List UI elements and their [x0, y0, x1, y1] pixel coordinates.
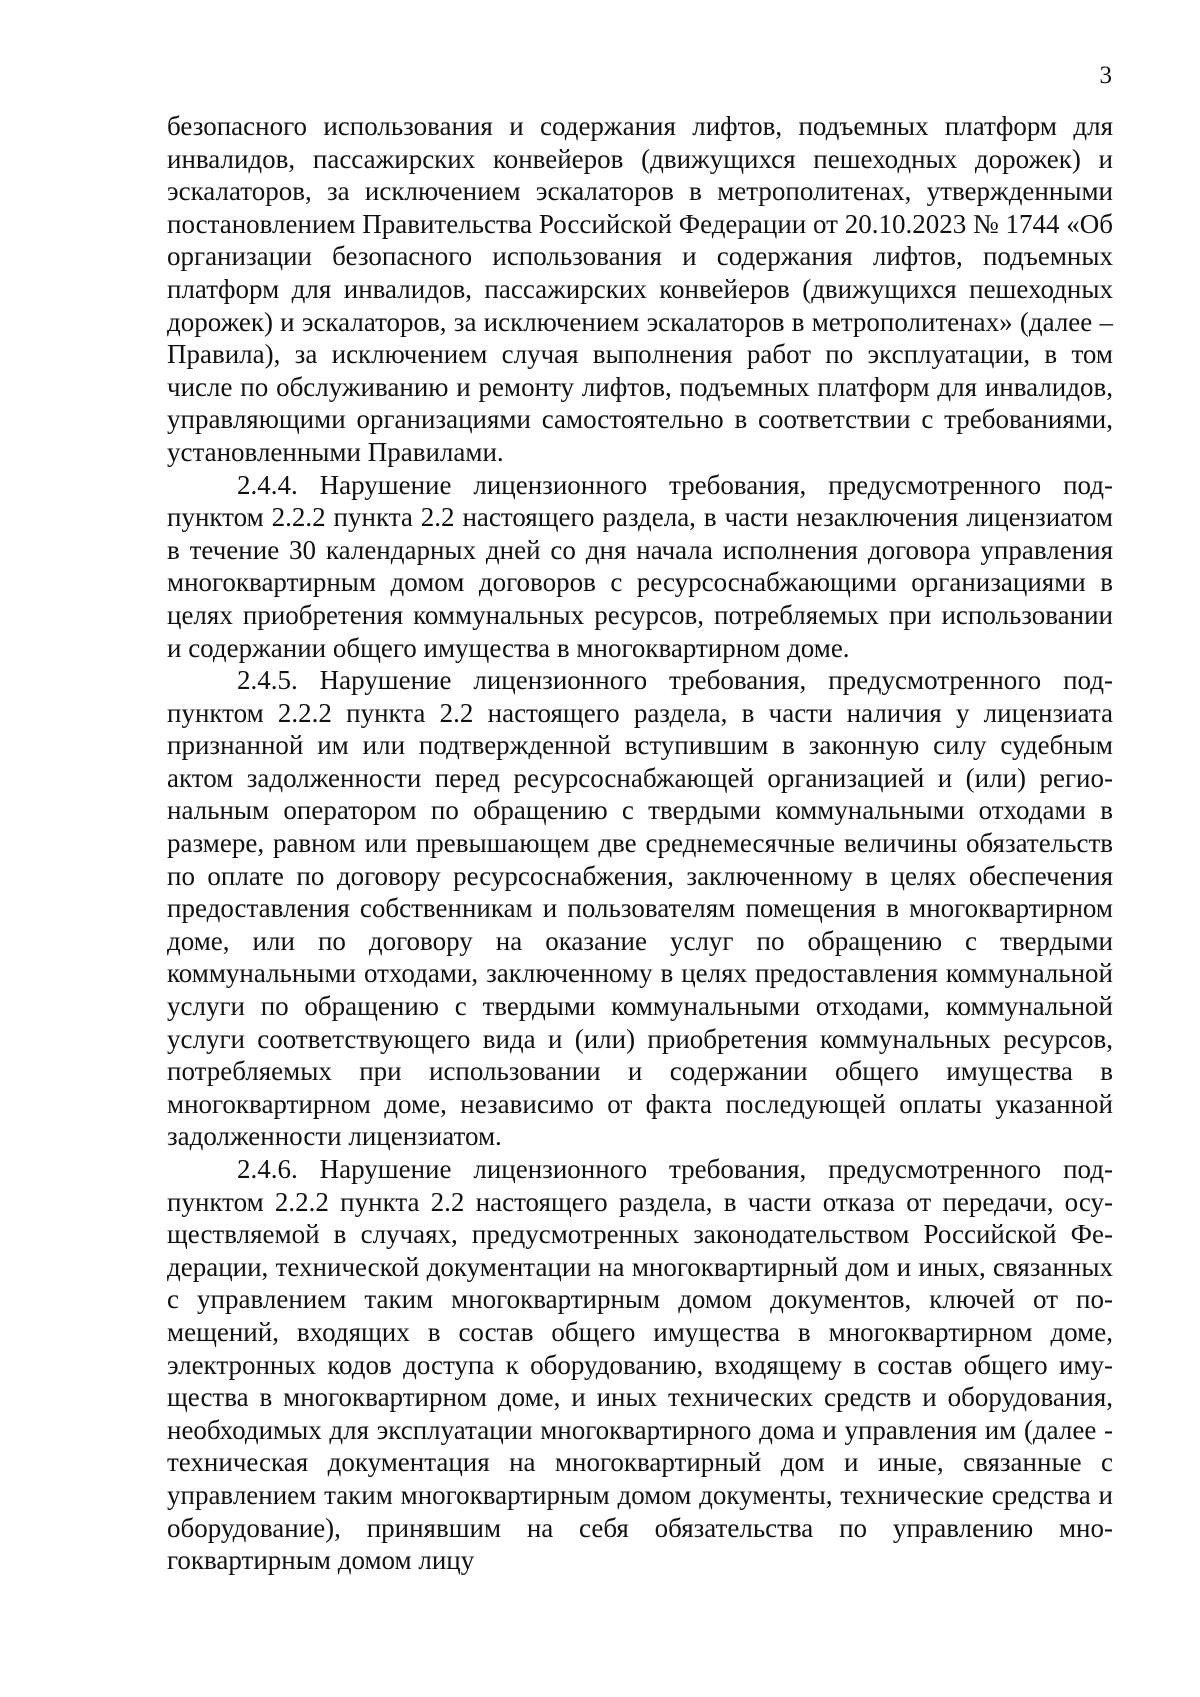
paragraph-continuation: безопасного использования и содержания лифтов, подъемных платформ для инвалидов, пассажирских конвейеров (движущихся пешеходных дорожек) и эскалаторов, за исключением эскалаторов в метрополитенах, утвержденными постановлением Правительства Российской Федерации от 20.10.2023 № 1744 «Об организации безопасного использования и содержания лифтов, подъемных платформ для инвалидов, пассажирских конвейеров (движущихся пешеходных дорожек) и эскалаторов, за исключением эскалаторов в метрополитенах» (далее – Правила), за исключением случая выполнения работ по эксплуатации, в том числе по обслуживанию и ремонту лифтов, подъемных платформ для инвалидов, управляющими организациями самостоятельно в соответствии с требованиями, установленными Правилами.: [167, 111, 1113, 467]
paragraph-2-4-5: 2.4.5. Нарушение лицензионного требования, предусмотренного подпунктом 2.2.2 пункта 2.2 настоящего раздела, в части наличия у лицензиата признанной им или подтвержденной вступившим в законную силу судебным актом задолженности перед ресурсоснабжающей организацией и (или) региональным оператором по обращению с твердыми коммунальными отходами в размере, равном или превышающем две среднемесячные величины обязательств по оплате по договору ресурсоснабжения, заключенному в целях обеспечения предоставления собственникам и пользователям помещения в многоквартирном доме, или по договору на оказание услуг по обращению с твердыми коммунальными отходами, заключенному в целях предоставления коммунальной услуги по обращению с твердыми коммунальными отходами, коммунальной услуги соответствующего вида и (или) приобретения коммунальных ресурсов, потребляемых при использовании и содержании общего имущества в многоквартирном доме, независимо от факта последующей оплаты указанной задолженности лицензиатом.: [167, 665, 1113, 1152]
paragraph-2-4-4: 2.4.4. Нарушение лицензионного требования, предусмотренного подпунктом 2.2.2 пункта 2.2 настоящего раздела, в части незаключения лицензиатом в течение 30 календарных дней со дня начала исполнения договора управления многоквартирным домом договоров с ресурсоснабжающими организациями в целях приобретения коммунальных ресурсов, потребляемых при использовании и содержании общего имущества в многоквартирном доме.: [167, 469, 1113, 663]
paragraph-2-4-6: 2.4.6. Нарушение лицензионного требования, предусмотренного подпунктом 2.2.2 пункта 2.2 настоящего раздела, в части отказа от передачи, осуществляемой в случаях, предусмотренных законодательством Российской Федерации, технической документации на многоквартирный дом и иных, связанных с управлением таким многоквартирным домом документов, ключей от помещений, входящих в состав общего имущества в многоквартирном доме, электронных кодов доступа к оборудованию, входящему в состав общего имущества в многоквартирном доме, и иных технических средств и оборудования, необходимых для эксплуатации многоквартирного дома и управления им (далее - техническая документация на многоквартирный дом и иные, связанные с управлением таким многоквартирным домом документы, технические средства и оборудование), принявшим на себя обязательства по управлению многоквартирным домом лицу: [167, 1154, 1113, 1576]
document-body: [167, 110, 1113, 1577]
page-number: 3: [1099, 62, 1112, 89]
